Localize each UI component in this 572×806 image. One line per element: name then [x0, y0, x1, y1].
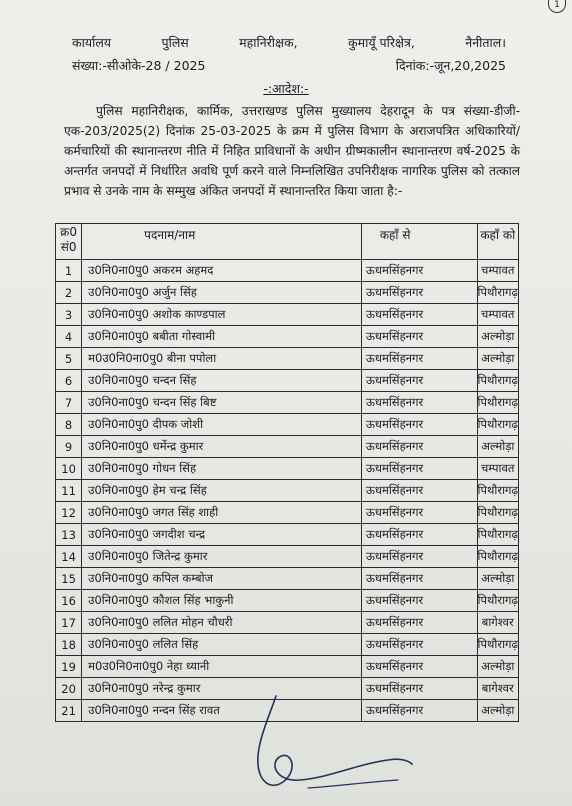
name-cell: उ0नि0ना0पु0 अर्जुन सिंह [82, 282, 362, 304]
from-cell: ऊधमसिंहनगर [361, 326, 477, 348]
region-label: कुमायूँ परिक्षेत्र, [348, 35, 415, 50]
office-label: कार्यालय [72, 35, 112, 50]
table-row [56, 260, 519, 282]
to-header: कहाँ को [477, 224, 518, 260]
table-row [56, 348, 519, 370]
from-cell: ऊधमसिंहनगर [361, 612, 477, 634]
name-cell: उ0नि0ना0पु0 नन्दन सिंह रावत [82, 700, 362, 722]
to-cell: बागेश्वर [477, 612, 518, 634]
order-date: दिनांक:-जून,20,2025 [395, 58, 506, 73]
serial-cell: 17 [56, 612, 82, 634]
name-cell: उ0नि0ना0पु0 अकरम अहमद [82, 260, 362, 282]
to-cell: पिथौरागढ़ [477, 634, 518, 656]
table-row [56, 568, 519, 590]
from-cell: ऊधमसिंहनगर [361, 348, 477, 370]
from-cell: ऊधमसिंहनगर [361, 392, 477, 414]
name-cell: उ0नि0ना0पु0 ललित सिंह [82, 634, 362, 656]
to-cell: चम्पावत [477, 458, 518, 480]
name-cell: म0उ0नि0ना0पु0 नेहा ध्यानी [82, 656, 362, 678]
name-cell: उ0नि0ना0पु0 कौशल सिंह भाकुनी [82, 590, 362, 612]
handwritten-signature [248, 690, 418, 800]
reference-number: संख्या:-सीओके-28 / 2025 [72, 58, 206, 73]
table-row [56, 634, 519, 656]
to-cell: पिथौरागढ़ [477, 480, 518, 502]
to-cell: अल्मोड़ा [477, 436, 518, 458]
name-cell: उ0नि0ना0पु0 कपिल कम्बोज [82, 568, 362, 590]
from-cell: ऊधमसिंहनगर [361, 634, 477, 656]
to-cell: पिथौरागढ़ [477, 546, 518, 568]
table-row [56, 524, 519, 546]
serial-cell: 16 [56, 590, 82, 612]
serial-cell: 13 [56, 524, 82, 546]
from-cell: ऊधमसिंहनगर [361, 546, 477, 568]
table-row [56, 414, 519, 436]
to-cell: पिथौरागढ़ [477, 524, 518, 546]
table-row [56, 502, 519, 524]
table-row [56, 392, 519, 414]
to-cell: पिथौरागढ़ [477, 502, 518, 524]
serial-cell: 21 [56, 700, 82, 722]
to-cell: अल्मोड़ा [477, 326, 518, 348]
to-cell: अल्मोड़ा [477, 656, 518, 678]
from-cell: ऊधमसिंहनगर [361, 568, 477, 590]
serial-cell: 8 [56, 414, 82, 436]
from-cell: ऊधमसिंहनगर [361, 480, 477, 502]
name-header: पदनाम/नाम [82, 224, 362, 260]
serial-header: क्र0 सं0 [56, 224, 82, 260]
to-cell: पिथौरागढ़ [477, 282, 518, 304]
to-cell: पिथौरागढ़ [477, 414, 518, 436]
order-title: -:आदेश:- [263, 81, 309, 96]
reference-line [72, 57, 506, 74]
name-cell: म0उ0नि0ना0पु0 बीना पपोला [82, 348, 362, 370]
from-cell: ऊधमसिंहनगर [361, 458, 477, 480]
table-row [56, 304, 519, 326]
letterhead [72, 34, 506, 51]
name-cell: उ0नि0ना0पु0 गोधन सिंह [82, 458, 362, 480]
name-cell: उ0नि0ना0पु0 धर्मेन्द्र कुमार [82, 436, 362, 458]
from-cell: ऊधमसिंहनगर [361, 414, 477, 436]
from-cell: ऊधमसिंहनगर [361, 656, 477, 678]
dept-label: पुलिस [161, 35, 189, 50]
to-cell: पिथौरागढ़ [477, 392, 518, 414]
from-cell: ऊधमसिंहनगर [361, 282, 477, 304]
serial-cell: 10 [56, 458, 82, 480]
city-label: नैनीताल। [465, 35, 506, 50]
serial-cell: 7 [56, 392, 82, 414]
name-cell: उ0नि0ना0पु0 चन्दन सिंह बिष्ट [82, 392, 362, 414]
from-header: कहाँ से [361, 224, 477, 260]
from-cell: ऊधमसिंहनगर [361, 260, 477, 282]
serial-cell: 9 [56, 436, 82, 458]
to-cell: बागेश्वर [477, 678, 518, 700]
to-cell: पिथौरागढ़ [477, 370, 518, 392]
name-cell: उ0नि0ना0पु0 अशोक काण्डपाल [82, 304, 362, 326]
serial-cell: 1 [56, 260, 82, 282]
from-cell: ऊधमसिंहनगर [361, 304, 477, 326]
serial-cell: 6 [56, 370, 82, 392]
to-cell: अल्मोड़ा [477, 568, 518, 590]
designation-label: महानिरीक्षक, [239, 35, 298, 50]
transfer-table [55, 223, 519, 722]
name-cell: उ0नि0ना0पु0 जगदीश चन्द्र [82, 524, 362, 546]
serial-cell: 11 [56, 480, 82, 502]
order-body: पुलिस महानिरीक्षक, कार्मिक, उत्तराखण्ड पुलिस मुख्यालय देहरादून के पत्र संख्या-डीजी-एक-203/2025(2) दिनांक 25-03-2025 के क्रम में पुलिस विभाग के अराजपत्रित अधिकारियों/कर्मचारियों की स्थानान्तरण नीति में निहित प्राविधानों के अधीन ग्रीष्मकालीन स्थानान्तरण वर्ष-2025 के अन्तर्गत जनपदों में निर्धारित अवधि पूर्ण करने वाले निम्नलिखित उपनिरीक्षक नागरिक पुलिस को तत्काल प्रभाव से उनके नाम के सम्मुख अंकित जनपदों में स्थानान्तरित किया जाता है:- [64, 104, 520, 198]
to-cell: चम्पावत [477, 304, 518, 326]
from-cell: ऊधमसिंहनगर [361, 502, 477, 524]
to-cell: चम्पावत [477, 260, 518, 282]
from-cell: ऊधमसिंहनगर [361, 524, 477, 546]
from-cell: ऊधमसिंहनगर [361, 590, 477, 612]
name-cell: उ0नि0ना0पु0 जितेन्द्र कुमार [82, 546, 362, 568]
table-row [56, 590, 519, 612]
name-cell: उ0नि0ना0पु0 चन्दन सिंह [82, 370, 362, 392]
page-number: 1 [548, 0, 566, 13]
name-cell: उ0नि0ना0पु0 दीपक जोशी [82, 414, 362, 436]
table-row [56, 282, 519, 304]
table-row [56, 546, 519, 568]
serial-cell: 5 [56, 348, 82, 370]
name-cell: उ0नि0ना0पु0 जगत सिंह शाही [82, 502, 362, 524]
serial-cell: 3 [56, 304, 82, 326]
from-cell: ऊधमसिंहनगर [361, 370, 477, 392]
from-cell: ऊधमसिंहनगर [361, 436, 477, 458]
serial-cell: 19 [56, 656, 82, 678]
serial-cell: 14 [56, 546, 82, 568]
name-cell: उ0नि0ना0पु0 बबीता गोस्वामी [82, 326, 362, 348]
name-cell: उ0नि0ना0पु0 ललित मोहन चौधरी [82, 612, 362, 634]
to-cell: अल्मोड़ा [477, 348, 518, 370]
serial-cell: 2 [56, 282, 82, 304]
to-cell: अल्मोड़ा [477, 700, 518, 722]
table-row [56, 370, 519, 392]
serial-cell: 15 [56, 568, 82, 590]
table-row [56, 656, 519, 678]
name-cell: उ0नि0ना0पु0 नरेन्द्र कुमार [82, 678, 362, 700]
serial-cell: 20 [56, 678, 82, 700]
serial-cell: 18 [56, 634, 82, 656]
from-cell: ऊधमसिंहनगर [361, 700, 477, 722]
table-row [56, 612, 519, 634]
serial-cell: 4 [56, 326, 82, 348]
table-row [56, 436, 519, 458]
table-header-row [56, 224, 519, 260]
serial-cell: 12 [56, 502, 82, 524]
name-cell: उ0नि0ना0पु0 हेम चन्द्र सिंह [82, 480, 362, 502]
table-row [56, 480, 519, 502]
to-cell: पिथौरागढ़ [477, 590, 518, 612]
table-row [56, 326, 519, 348]
from-cell: ऊधमसिंहनगर [361, 678, 477, 700]
table-row [56, 458, 519, 480]
